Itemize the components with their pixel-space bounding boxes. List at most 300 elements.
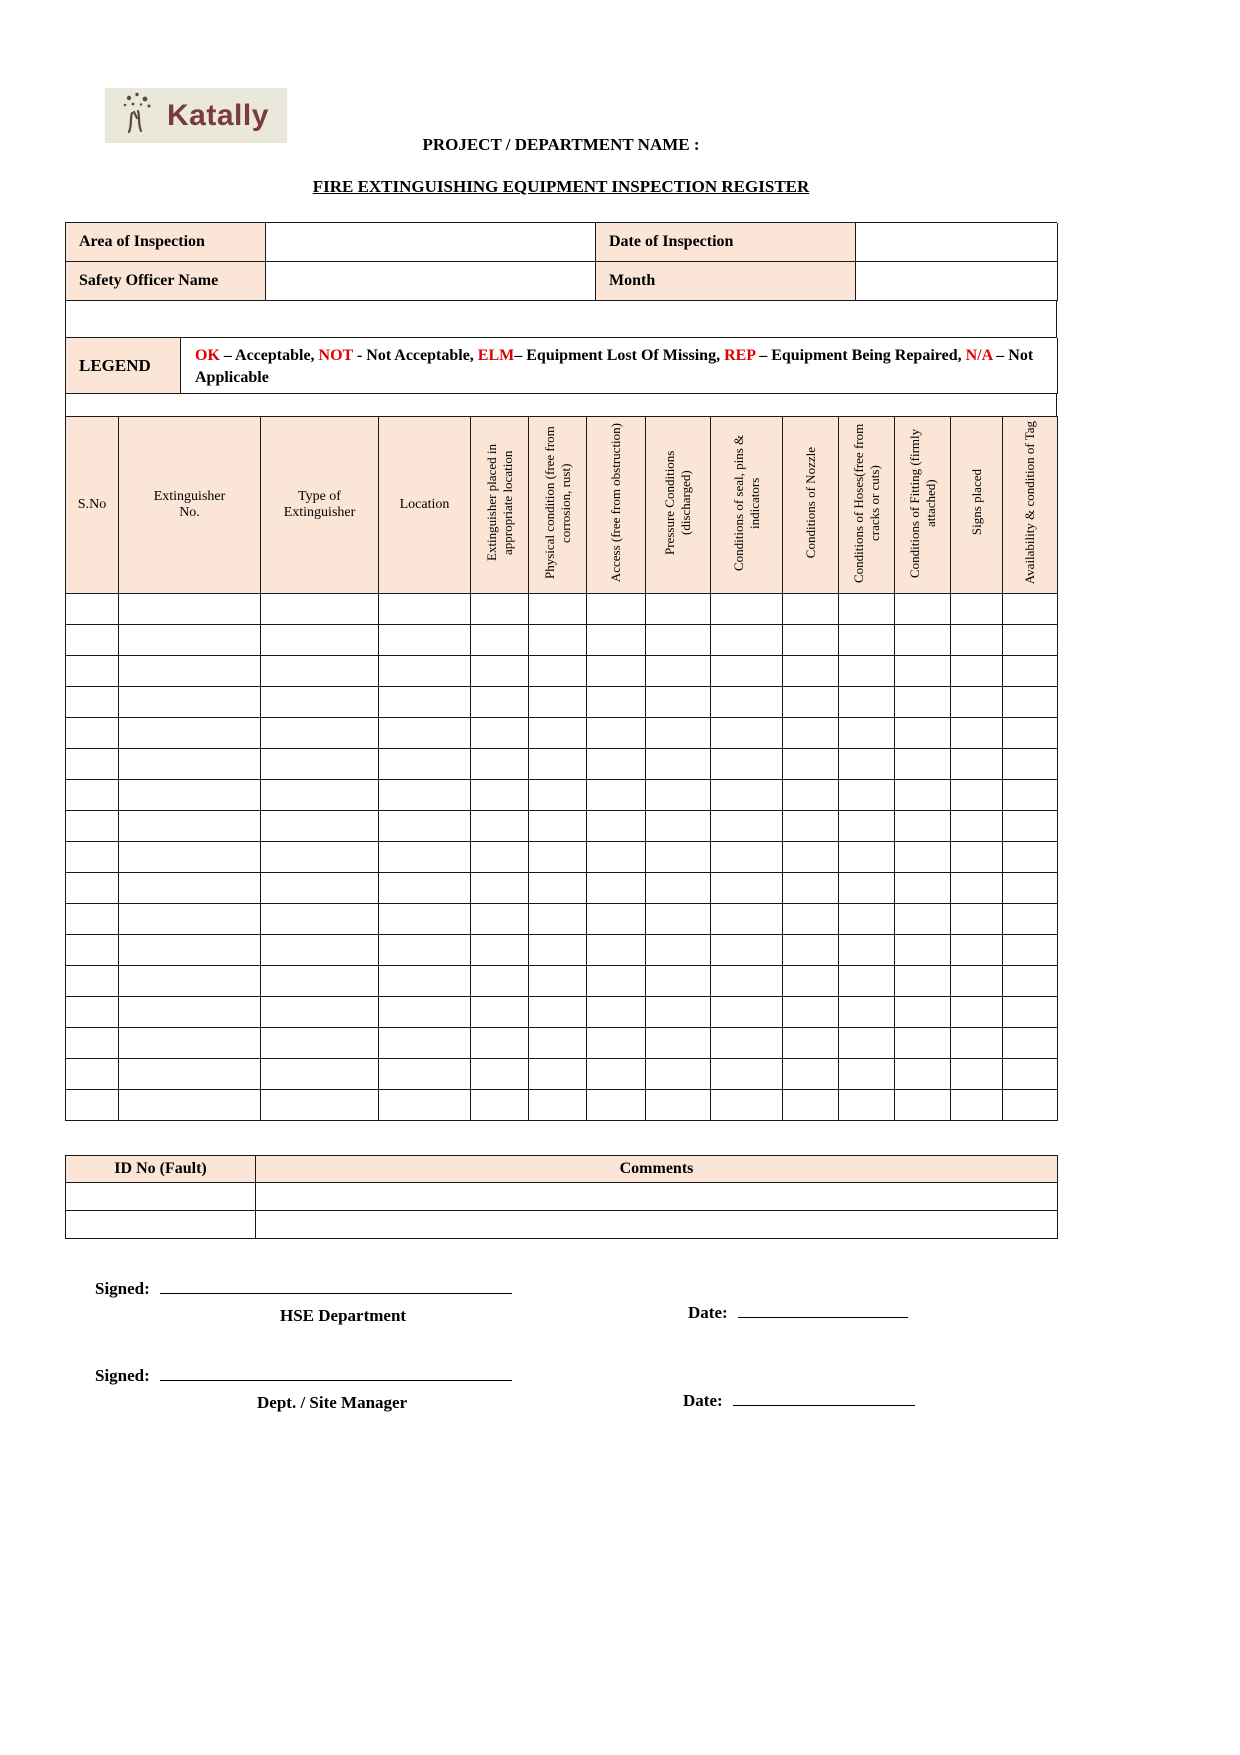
cell-extinguisher-no[interactable] <box>119 842 261 873</box>
cell-access[interactable] <box>587 1090 646 1121</box>
cell-location[interactable] <box>379 687 471 718</box>
cell-location[interactable] <box>379 1090 471 1121</box>
cell-seal-pins-indicators[interactable] <box>711 1059 783 1090</box>
date-line[interactable] <box>733 1393 915 1406</box>
cell-signs-placed[interactable] <box>951 935 1003 966</box>
column-header-physical-condition: Physical condition (free from corrosion, rust) <box>529 417 587 594</box>
inspection-row <box>66 780 1058 811</box>
inspection-row <box>66 1028 1058 1059</box>
inspection-row <box>66 904 1058 935</box>
cell-seal-pins-indicators[interactable] <box>711 718 783 749</box>
cell-hoses[interactable] <box>839 873 895 904</box>
cell-physical-condition[interactable] <box>529 873 587 904</box>
cell-placed-appropriate-location[interactable] <box>471 904 529 935</box>
legend-description: – Equipment Lost Of Missing, <box>514 347 725 364</box>
date-line[interactable] <box>738 1305 908 1318</box>
safety-officer-name-value[interactable] <box>266 262 596 301</box>
fault-comment-cell[interactable] <box>256 1211 1058 1239</box>
cell-extinguisher-no[interactable] <box>119 935 261 966</box>
cell-type-of-extinguisher[interactable] <box>261 966 379 997</box>
cell-hoses[interactable] <box>839 904 895 935</box>
month-value[interactable] <box>856 262 1058 301</box>
cell-type-of-extinguisher[interactable] <box>261 873 379 904</box>
role-label: Dept. / Site Manager <box>257 1393 408 1412</box>
cell-fitting[interactable] <box>895 780 951 811</box>
cell-type-of-extinguisher[interactable] <box>261 1028 379 1059</box>
cell-access[interactable] <box>587 1028 646 1059</box>
cell-type-of-extinguisher[interactable] <box>261 997 379 1028</box>
cell-placed-appropriate-location[interactable] <box>471 780 529 811</box>
cell-pressure-conditions[interactable] <box>646 718 711 749</box>
cell-extinguisher-no[interactable] <box>119 656 261 687</box>
cell-fitting[interactable] <box>895 966 951 997</box>
safety-officer-name-label: Safety Officer Name <box>66 262 266 301</box>
legend-text <box>181 338 1058 394</box>
legend-code: ELM <box>477 347 515 364</box>
cell-access[interactable] <box>587 718 646 749</box>
cell-seal-pins-indicators[interactable] <box>711 780 783 811</box>
legend-code: N/A <box>965 347 993 364</box>
cell-pressure-conditions[interactable] <box>646 966 711 997</box>
cell-physical-condition[interactable] <box>529 1059 587 1090</box>
cell-seal-pins-indicators[interactable] <box>711 594 783 625</box>
cell-seal-pins-indicators[interactable] <box>711 966 783 997</box>
cell-fitting[interactable] <box>895 1059 951 1090</box>
cell-signs-placed[interactable] <box>951 1090 1003 1121</box>
cell-tag[interactable] <box>1003 904 1058 935</box>
cell-sno[interactable] <box>66 687 119 718</box>
cell-pressure-conditions[interactable] <box>646 656 711 687</box>
cell-seal-pins-indicators[interactable] <box>711 625 783 656</box>
fault-id-cell[interactable] <box>66 1211 256 1239</box>
cell-access[interactable] <box>587 594 646 625</box>
cell-signs-placed[interactable] <box>951 687 1003 718</box>
cell-nozzle[interactable] <box>783 966 839 997</box>
project-department-heading: PROJECT / DEPARTMENT NAME : <box>422 135 700 154</box>
legend-code: NOT <box>318 347 353 364</box>
inspection-row <box>66 687 1058 718</box>
cell-access[interactable] <box>587 687 646 718</box>
cell-access[interactable] <box>587 780 646 811</box>
cell-nozzle[interactable] <box>783 997 839 1028</box>
cell-sno[interactable] <box>66 966 119 997</box>
date-block-manager <box>683 1391 915 1411</box>
cell-nozzle[interactable] <box>783 594 839 625</box>
cell-placed-appropriate-location[interactable] <box>471 997 529 1028</box>
cell-seal-pins-indicators[interactable] <box>711 904 783 935</box>
cell-location[interactable] <box>379 718 471 749</box>
cell-nozzle[interactable] <box>783 873 839 904</box>
cell-sno[interactable] <box>66 749 119 780</box>
cell-fitting[interactable] <box>895 749 951 780</box>
cell-hoses[interactable] <box>839 1090 895 1121</box>
cell-physical-condition[interactable] <box>529 718 587 749</box>
cell-seal-pins-indicators[interactable] <box>711 873 783 904</box>
cell-access[interactable] <box>587 1059 646 1090</box>
cell-sno[interactable] <box>66 997 119 1028</box>
cell-pressure-conditions[interactable] <box>646 1090 711 1121</box>
cell-hoses[interactable] <box>839 625 895 656</box>
cell-pressure-conditions[interactable] <box>646 1059 711 1090</box>
cell-fitting[interactable] <box>895 718 951 749</box>
cell-physical-condition[interactable] <box>529 904 587 935</box>
cell-location[interactable] <box>379 811 471 842</box>
cell-placed-appropriate-location[interactable] <box>471 625 529 656</box>
cell-pressure-conditions[interactable] <box>646 594 711 625</box>
cell-sno[interactable] <box>66 594 119 625</box>
signature-line[interactable] <box>160 1281 512 1294</box>
inspection-row <box>66 656 1058 687</box>
inspection-row <box>66 811 1058 842</box>
cell-nozzle[interactable] <box>783 749 839 780</box>
cell-sno[interactable] <box>66 656 119 687</box>
cell-placed-appropriate-location[interactable] <box>471 656 529 687</box>
cell-nozzle[interactable] <box>783 780 839 811</box>
cell-tag[interactable] <box>1003 935 1058 966</box>
signed-label: Signed: <box>95 1366 150 1385</box>
cell-signs-placed[interactable] <box>951 842 1003 873</box>
cell-sno[interactable] <box>66 904 119 935</box>
cell-hoses[interactable] <box>839 718 895 749</box>
inspection-row <box>66 966 1058 997</box>
cell-type-of-extinguisher[interactable] <box>261 656 379 687</box>
cell-fitting[interactable] <box>895 625 951 656</box>
inspection-row <box>66 997 1058 1028</box>
cell-tag[interactable] <box>1003 718 1058 749</box>
cell-type-of-extinguisher[interactable] <box>261 687 379 718</box>
date-label: Date: <box>683 1391 723 1410</box>
cell-physical-condition[interactable] <box>529 811 587 842</box>
cell-pressure-conditions[interactable] <box>646 842 711 873</box>
cell-hoses[interactable] <box>839 842 895 873</box>
cell-tag[interactable] <box>1003 625 1058 656</box>
cell-hoses[interactable] <box>839 780 895 811</box>
cell-location[interactable] <box>379 594 471 625</box>
cell-fitting[interactable] <box>895 935 951 966</box>
cell-extinguisher-no[interactable] <box>119 997 261 1028</box>
signatory-role-manager <box>257 1393 407 1413</box>
cell-physical-condition[interactable] <box>529 749 587 780</box>
cell-seal-pins-indicators[interactable] <box>711 997 783 1028</box>
cell-signs-placed[interactable] <box>951 873 1003 904</box>
page-title: FIRE EXTINGUISHING EQUIPMENT INSPECTION REGISTER <box>312 177 810 196</box>
cell-hoses[interactable] <box>839 594 895 625</box>
cell-seal-pins-indicators[interactable] <box>711 749 783 780</box>
cell-signs-placed[interactable] <box>951 625 1003 656</box>
cell-tag[interactable] <box>1003 1090 1058 1121</box>
cell-tag[interactable] <box>1003 749 1058 780</box>
cell-extinguisher-no[interactable] <box>119 1028 261 1059</box>
cell-fitting[interactable] <box>895 594 951 625</box>
legend-row <box>65 338 1057 394</box>
area-of-inspection-label: Area of Inspection <box>66 223 266 262</box>
cell-extinguisher-no[interactable] <box>119 780 261 811</box>
cell-type-of-extinguisher[interactable] <box>261 749 379 780</box>
cell-placed-appropriate-location[interactable] <box>471 842 529 873</box>
cell-tag[interactable] <box>1003 811 1058 842</box>
legend-label: LEGEND <box>66 338 181 394</box>
cell-signs-placed[interactable] <box>951 594 1003 625</box>
cell-pressure-conditions[interactable] <box>646 904 711 935</box>
cell-tag[interactable] <box>1003 656 1058 687</box>
cell-sno[interactable] <box>66 625 119 656</box>
cell-extinguisher-no[interactable] <box>119 811 261 842</box>
cell-tag[interactable] <box>1003 594 1058 625</box>
inspection-row <box>66 625 1058 656</box>
cell-signs-placed[interactable] <box>951 718 1003 749</box>
cell-hoses[interactable] <box>839 1028 895 1059</box>
cell-location[interactable] <box>379 656 471 687</box>
cell-physical-condition[interactable] <box>529 842 587 873</box>
cell-access[interactable] <box>587 842 646 873</box>
column-header-access: Access (free from obstruction) <box>587 417 646 594</box>
cell-nozzle[interactable] <box>783 935 839 966</box>
cell-pressure-conditions[interactable] <box>646 873 711 904</box>
month-label: Month <box>596 262 856 301</box>
fault-comments-table <box>65 1155 1058 1239</box>
cell-fitting[interactable] <box>895 811 951 842</box>
cell-pressure-conditions[interactable] <box>646 935 711 966</box>
cell-access[interactable] <box>587 656 646 687</box>
cell-location[interactable] <box>379 625 471 656</box>
cell-tag[interactable] <box>1003 966 1058 997</box>
cell-access[interactable] <box>587 904 646 935</box>
legend-description: – Not Applicable <box>195 347 1034 386</box>
cell-seal-pins-indicators[interactable] <box>711 842 783 873</box>
cell-sno[interactable] <box>66 1059 119 1090</box>
cell-location[interactable] <box>379 935 471 966</box>
cell-location[interactable] <box>379 1059 471 1090</box>
cell-physical-condition[interactable] <box>529 656 587 687</box>
cell-sno[interactable] <box>66 811 119 842</box>
cell-tag[interactable] <box>1003 687 1058 718</box>
column-header-seal-pins-indicators: Conditions of seal, pins & indicators <box>711 417 783 594</box>
cell-placed-appropriate-location[interactable] <box>471 935 529 966</box>
cell-access[interactable] <box>587 997 646 1028</box>
cell-location[interactable] <box>379 1028 471 1059</box>
cell-access[interactable] <box>587 935 646 966</box>
cell-sno[interactable] <box>66 935 119 966</box>
cell-sno[interactable] <box>66 718 119 749</box>
cell-pressure-conditions[interactable] <box>646 780 711 811</box>
cell-signs-placed[interactable] <box>951 1028 1003 1059</box>
cell-extinguisher-no[interactable] <box>119 873 261 904</box>
cell-physical-condition[interactable] <box>529 1028 587 1059</box>
cell-hoses[interactable] <box>839 687 895 718</box>
main-table-header-row <box>66 417 1058 594</box>
cell-sno[interactable] <box>66 1090 119 1121</box>
cell-extinguisher-no[interactable] <box>119 904 261 935</box>
cell-fitting[interactable] <box>895 904 951 935</box>
fault-table-header-row <box>66 1156 1058 1183</box>
cell-signs-placed[interactable] <box>951 904 1003 935</box>
cell-type-of-extinguisher[interactable] <box>261 594 379 625</box>
cell-nozzle[interactable] <box>783 1028 839 1059</box>
cell-pressure-conditions[interactable] <box>646 997 711 1028</box>
cell-access[interactable] <box>587 873 646 904</box>
cell-physical-condition[interactable] <box>529 780 587 811</box>
cell-location[interactable] <box>379 966 471 997</box>
column-header-signs-placed: Signs placed <box>951 417 1003 594</box>
cell-type-of-extinguisher[interactable] <box>261 1059 379 1090</box>
date-of-inspection-value[interactable] <box>856 223 1058 262</box>
cell-tag[interactable] <box>1003 873 1058 904</box>
cell-fitting[interactable] <box>895 1028 951 1059</box>
cell-pressure-conditions[interactable] <box>646 625 711 656</box>
cell-type-of-extinguisher[interactable] <box>261 935 379 966</box>
cell-physical-condition[interactable] <box>529 625 587 656</box>
cell-tag[interactable] <box>1003 1059 1058 1090</box>
cell-nozzle[interactable] <box>783 904 839 935</box>
cell-signs-placed[interactable] <box>951 997 1003 1028</box>
column-header-comments: Comments <box>256 1156 1058 1183</box>
cell-fitting[interactable] <box>895 842 951 873</box>
cell-hoses[interactable] <box>839 749 895 780</box>
cell-type-of-extinguisher[interactable] <box>261 904 379 935</box>
signatory-role-hse <box>280 1306 406 1326</box>
signature-line[interactable] <box>160 1368 512 1381</box>
cell-extinguisher-no[interactable] <box>119 966 261 997</box>
cell-extinguisher-no[interactable] <box>119 1059 261 1090</box>
column-header-type-of-extinguisher: Type of Extinguisher <box>261 417 379 594</box>
cell-type-of-extinguisher[interactable] <box>261 625 379 656</box>
cell-seal-pins-indicators[interactable] <box>711 811 783 842</box>
cell-placed-appropriate-location[interactable] <box>471 687 529 718</box>
cell-seal-pins-indicators[interactable] <box>711 935 783 966</box>
cell-extinguisher-no[interactable] <box>119 687 261 718</box>
cell-pressure-conditions[interactable] <box>646 687 711 718</box>
cell-access[interactable] <box>587 966 646 997</box>
column-header-id-no-fault: ID No (Fault) <box>66 1156 256 1183</box>
cell-sno[interactable] <box>66 780 119 811</box>
cell-placed-appropriate-location[interactable] <box>471 966 529 997</box>
cell-sno[interactable] <box>66 842 119 873</box>
cell-physical-condition[interactable] <box>529 1090 587 1121</box>
cell-placed-appropriate-location[interactable] <box>471 1028 529 1059</box>
cell-placed-appropriate-location[interactable] <box>471 811 529 842</box>
signature-block-hse <box>95 1279 512 1299</box>
cell-physical-condition[interactable] <box>529 594 587 625</box>
cell-placed-appropriate-location[interactable] <box>471 594 529 625</box>
cell-location[interactable] <box>379 997 471 1028</box>
cell-nozzle[interactable] <box>783 718 839 749</box>
cell-type-of-extinguisher[interactable] <box>261 842 379 873</box>
column-header-hoses: Conditions of Hoses(free from cracks or cuts) <box>839 417 895 594</box>
cell-nozzle[interactable] <box>783 842 839 873</box>
cell-nozzle[interactable] <box>783 1090 839 1121</box>
cell-pressure-conditions[interactable] <box>646 1028 711 1059</box>
cell-type-of-extinguisher[interactable] <box>261 718 379 749</box>
cell-placed-appropriate-location[interactable] <box>471 1090 529 1121</box>
cell-nozzle[interactable] <box>783 656 839 687</box>
cell-hoses[interactable] <box>839 935 895 966</box>
cell-nozzle[interactable] <box>783 687 839 718</box>
inspection-row <box>66 594 1058 625</box>
cell-pressure-conditions[interactable] <box>646 749 711 780</box>
cell-fitting[interactable] <box>895 687 951 718</box>
cell-sno[interactable] <box>66 1028 119 1059</box>
cell-hoses[interactable] <box>839 656 895 687</box>
fault-comment-cell[interactable] <box>256 1183 1058 1211</box>
cell-type-of-extinguisher[interactable] <box>261 780 379 811</box>
cell-seal-pins-indicators[interactable] <box>711 1028 783 1059</box>
cell-placed-appropriate-location[interactable] <box>471 1059 529 1090</box>
cell-fitting[interactable] <box>895 997 951 1028</box>
cell-fitting[interactable] <box>895 1090 951 1121</box>
inspection-row <box>66 749 1058 780</box>
cell-seal-pins-indicators[interactable] <box>711 1090 783 1121</box>
cell-fitting[interactable] <box>895 656 951 687</box>
cell-extinguisher-no[interactable] <box>119 594 261 625</box>
cell-hoses[interactable] <box>839 1059 895 1090</box>
cell-pressure-conditions[interactable] <box>646 811 711 842</box>
cell-tag[interactable] <box>1003 780 1058 811</box>
katally-logo-icon <box>117 90 159 141</box>
cell-tag[interactable] <box>1003 1028 1058 1059</box>
cell-physical-condition[interactable] <box>529 935 587 966</box>
cell-seal-pins-indicators[interactable] <box>711 656 783 687</box>
cell-location[interactable] <box>379 842 471 873</box>
cell-tag[interactable] <box>1003 842 1058 873</box>
cell-type-of-extinguisher[interactable] <box>261 811 379 842</box>
cell-hoses[interactable] <box>839 997 895 1028</box>
cell-access[interactable] <box>587 749 646 780</box>
cell-hoses[interactable] <box>839 811 895 842</box>
cell-access[interactable] <box>587 811 646 842</box>
cell-fitting[interactable] <box>895 873 951 904</box>
cell-seal-pins-indicators[interactable] <box>711 687 783 718</box>
cell-signs-placed[interactable] <box>951 811 1003 842</box>
cell-location[interactable] <box>379 904 471 935</box>
cell-placed-appropriate-location[interactable] <box>471 749 529 780</box>
cell-physical-condition[interactable] <box>529 966 587 997</box>
column-header-nozzle: Conditions of Nozzle <box>783 417 839 594</box>
cell-location[interactable] <box>379 873 471 904</box>
cell-location[interactable] <box>379 780 471 811</box>
cell-hoses[interactable] <box>839 966 895 997</box>
cell-physical-condition[interactable] <box>529 997 587 1028</box>
cell-access[interactable] <box>587 625 646 656</box>
cell-signs-placed[interactable] <box>951 656 1003 687</box>
cell-signs-placed[interactable] <box>951 1059 1003 1090</box>
cell-sno[interactable] <box>66 873 119 904</box>
cell-nozzle[interactable] <box>783 1059 839 1090</box>
cell-signs-placed[interactable] <box>951 780 1003 811</box>
empty-row <box>65 301 1057 338</box>
inspection-row <box>66 718 1058 749</box>
cell-signs-placed[interactable] <box>951 749 1003 780</box>
cell-placed-appropriate-location[interactable] <box>471 873 529 904</box>
cell-nozzle[interactable] <box>783 625 839 656</box>
cell-nozzle[interactable] <box>783 811 839 842</box>
cell-type-of-extinguisher[interactable] <box>261 1090 379 1121</box>
cell-signs-placed[interactable] <box>951 966 1003 997</box>
cell-physical-condition[interactable] <box>529 687 587 718</box>
cell-extinguisher-no[interactable] <box>119 1090 261 1121</box>
area-of-inspection-value[interactable] <box>266 223 596 262</box>
cell-tag[interactable] <box>1003 997 1058 1028</box>
cell-extinguisher-no[interactable] <box>119 749 261 780</box>
cell-extinguisher-no[interactable] <box>119 718 261 749</box>
cell-placed-appropriate-location[interactable] <box>471 718 529 749</box>
logo-text: Katally <box>167 98 269 132</box>
fault-id-cell[interactable] <box>66 1183 256 1211</box>
date-label: Date: <box>688 1303 728 1322</box>
empty-row <box>65 394 1057 417</box>
cell-extinguisher-no[interactable] <box>119 625 261 656</box>
inspection-row <box>66 935 1058 966</box>
cell-location[interactable] <box>379 749 471 780</box>
